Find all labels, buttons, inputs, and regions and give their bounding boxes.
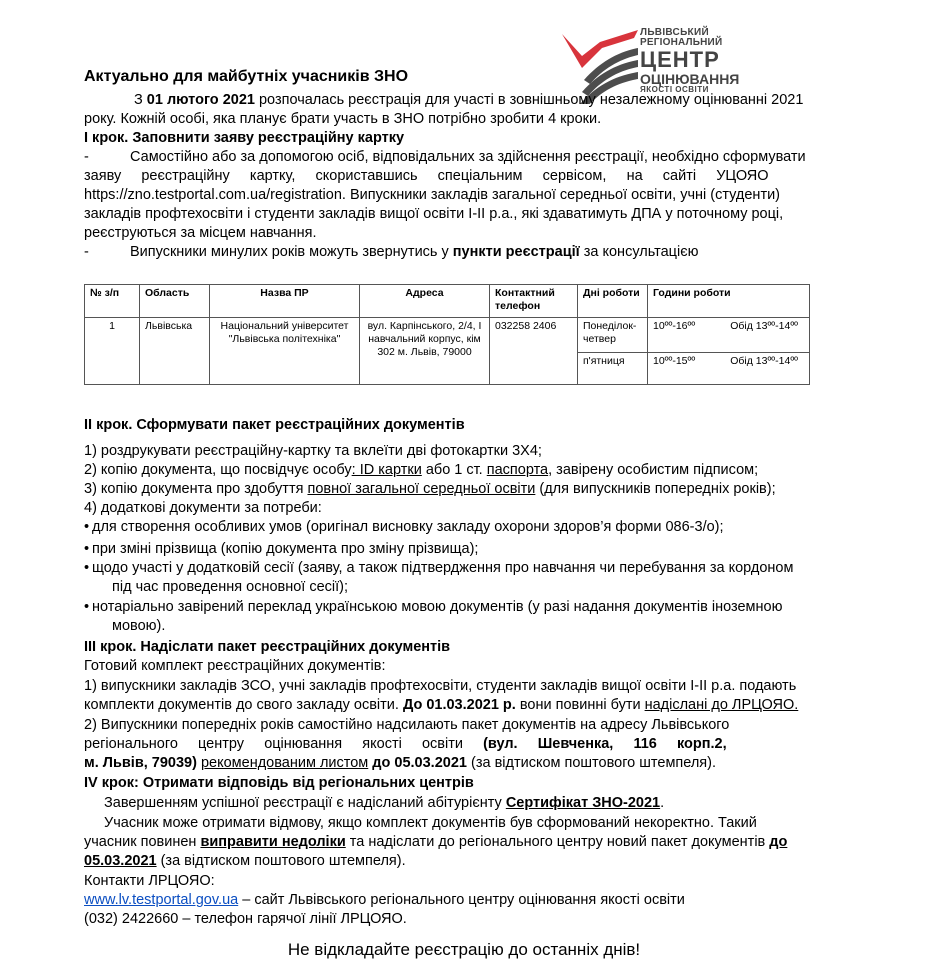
intro-text-a: З: [134, 92, 147, 108]
hours-2: 10ºº-15ºº: [653, 355, 696, 367]
cell-num: 1: [85, 318, 140, 385]
step1-line-1: [84, 148, 809, 167]
text: Учасник може отримати відмову, якщо комплект документів був сформований некоректно. Такий: [104, 815, 757, 831]
bullet-item-4-cont: мовою).: [112, 618, 166, 634]
cell-hours-1: [648, 318, 810, 353]
text: щодо участі у додатковій сесії (заяву, а також підтвердження про навчання чи перебування за кордоном: [92, 560, 794, 576]
text: або 1 ст.: [421, 462, 487, 478]
step4-heading: IV крок: Отримати відповідь від регіональних центрів: [84, 775, 474, 791]
address-bold-2: м. Львів, 79039): [84, 755, 197, 771]
text: (за відтиском поштового штемпеля).: [466, 755, 717, 771]
break-1: Обід 13ºº-14ºº: [730, 320, 798, 332]
until-text: до: [769, 834, 788, 850]
step1-heading: І крок. Заповнити заяву реєстраційну картку: [84, 130, 405, 146]
table-header: № з/п: [85, 285, 140, 318]
site-link[interactable]: www.lv.testportal.gov.ua: [84, 892, 239, 908]
bullet-item-3: [84, 559, 809, 578]
table-header: Область: [140, 285, 210, 318]
contacts-site: [84, 891, 809, 910]
step1-text-p2a: Випускники минулих років можуть звернутись у: [130, 244, 453, 260]
step1-line-5: реєструються за місцем навчання.: [84, 225, 317, 241]
step3-p2-line-3: [84, 754, 809, 773]
address-bold: (вул. Шевченка, 116 корп.2,: [483, 736, 727, 752]
text: – сайт Львівського регіонального центру оцінювання якості освіти: [238, 892, 685, 908]
registered-mail: рекомендованим листом: [200, 755, 369, 771]
step2-item-2: [84, 461, 809, 480]
bullet-icon: •: [84, 541, 90, 557]
cell-day-1: Понеділок-четвер: [578, 318, 648, 353]
step4-p2-line-2: [84, 833, 809, 852]
registration-points-table: [84, 284, 810, 385]
bullet-item-1: [84, 518, 809, 537]
logo-line-1: ЛЬВІВСЬКИЙ: [640, 27, 709, 38]
table-header: Адреса: [360, 285, 490, 318]
text: .: [660, 795, 665, 811]
text: та надіслати до регіонального центру новий пакет документів: [345, 834, 770, 850]
step4-p2-line-1: [84, 814, 809, 833]
bullet-icon: •: [84, 599, 90, 615]
text: учасник повинен: [84, 834, 201, 850]
logo-line-3: ЦЕНТР: [640, 47, 720, 72]
cell-region: Львівська: [140, 318, 210, 385]
dash-marker: -: [84, 244, 89, 260]
text: 2) копію документа, що посвідчує особу: [84, 462, 352, 478]
passport-text: паспорта: [486, 462, 549, 478]
intro-text-c: розпочалась реєстрація для участі в зовнішньому незалежному оцінюванні 2021: [254, 92, 804, 108]
step1-text-p2c: за консультацією: [579, 244, 699, 260]
step1-line-4: закладів профтехосвіти і студенти закладів вищої освіти І-ІІ р.а., які здаватимуть ДПА у поточному році,: [84, 206, 784, 222]
table-header: Дні роботи: [578, 285, 648, 318]
cell-phone: 032258 2406: [490, 318, 578, 385]
footer-slogan: Не відкладайте реєстрацію до останніх днів!: [287, 940, 641, 959]
table-header: Назва ПР: [210, 285, 360, 318]
step4-p1: [84, 794, 809, 813]
cell-day-2: п'ятниця: [578, 353, 648, 385]
registration-points: пункти реєстрації: [452, 244, 580, 260]
step2-item-4: 4) додаткові документи за потреби:: [84, 500, 322, 516]
logo-text: [640, 28, 739, 94]
cell-address: вул. Карпінського, 2/4, І навчальний корпус, кім 302 м. Львів, 79000: [360, 318, 490, 385]
logo-line-4: ОЦІНЮВАННЯ: [640, 71, 740, 87]
bullet-icon: •: [84, 560, 90, 576]
contacts-heading: Контакти ЛРЦОЯО:: [84, 873, 215, 889]
sent-text: надіслані до ЛРЦОЯО.: [644, 697, 799, 713]
step3-p1-line-1: 1) випускники закладів ЗСО, учні закладів профтехосвіти, студенти закладів вищої освіти І-ІІ р.а. подають: [84, 678, 797, 694]
cell-name: Національний університет "Львівська політехніка": [210, 318, 360, 385]
logo-line-5: ЯКОСТІ ОСВІТИ: [640, 85, 709, 94]
fix-shortcomings: виправити недоліки: [200, 834, 346, 850]
text: (для випускників попередніх років);: [535, 481, 776, 497]
bullet-item-4: [84, 598, 809, 617]
text: нотаріально завірений переклад українською мовою документів (у разі надання документів іноземною: [92, 599, 783, 615]
step3-p2-line-2: [84, 735, 809, 754]
education-text: повної загальної середньої освіти: [307, 481, 536, 497]
text: комплекти документів до свого закладу освіти.: [84, 697, 403, 713]
step2-item-1: 1) роздрукувати реєстраційну-картку та вклеїти дві фотокартки 3Х4;: [84, 443, 542, 459]
bullet-icon: •: [84, 519, 90, 535]
step3-intro: Готовий комплект реєстраційних документів:: [84, 658, 386, 674]
text: (за відтиском поштового штемпеля).: [156, 853, 406, 869]
intro-line-1: [84, 91, 809, 110]
text: 3) копію документа про здобуття: [84, 481, 308, 497]
intro-date: 01 лютого 2021: [146, 92, 255, 108]
table-header-row: [85, 285, 810, 318]
bullet-item-2: [84, 540, 809, 559]
step2-item-3: [84, 480, 809, 499]
step4-p2-line-3: [84, 852, 809, 871]
hours-1: 10ºº-16ºº: [653, 320, 696, 332]
id-card-text: : ID картки: [351, 462, 422, 478]
deadline-date: До 01.03.2021 р.: [402, 697, 516, 713]
text: при зміні прізвища (копію документа про зміну прізвища);: [92, 541, 479, 557]
bullet-item-3-cont: під час проведення основної сесії);: [112, 579, 349, 595]
step1-line-3: https://zno.testportal.com.ua/registration. Випускники закладів загальної середньої освіти, учні (студенти): [84, 187, 781, 203]
intro-line-2: року. Кожній особі, яка планує брати участь в ЗНО потрібно зробити 4 кроки.: [84, 111, 602, 127]
table-header: Контактний телефон: [490, 285, 578, 318]
step3-heading: ІІІ крок. Надіслати пакет реєстраційних документів: [84, 639, 451, 655]
step1-line-2: заяву реєстраційну картку, скориставшись спеціальним сервісом, на сайті УЦОЯО: [84, 168, 769, 184]
certificate-text: Сертифікат ЗНО-2021: [505, 795, 661, 811]
table-header: Години роботи: [648, 285, 810, 318]
text: Завершенням успішної реєстрації є надісланий абітурієнту: [104, 795, 506, 811]
deadline-date-2: до 05.03.2021: [372, 755, 467, 771]
table-row: [85, 318, 810, 353]
cell-hours-2: [648, 353, 810, 385]
step3-p1-line-2: [84, 696, 809, 715]
step1-line-6: [84, 243, 809, 262]
dash-marker: -: [84, 149, 89, 165]
page-title: Актуально для майбутніх учасників ЗНО: [84, 68, 409, 85]
text: вони повинні бути: [515, 697, 645, 713]
deadline-date-3: 05.03.2021: [84, 853, 157, 869]
step1-text-a: Самостійно або за допомогою осіб, відповідальних за здійснення реєстрації, необхідно сформувати: [130, 149, 806, 165]
text: регіонального центру оцінювання якості освіти: [84, 736, 484, 752]
step2-heading: ІІ крок. Сформувати пакет реєстраційних документів: [84, 417, 465, 433]
text: для створення особливих умов (оригінал висновку закладу охорони здоров’я форми 086-3/о);: [92, 519, 724, 535]
step3-p2-line-1: 2) Випускники попередніх років самостійно надсилають пакет документів на адресу Львівського: [84, 717, 730, 733]
contacts-phone: (032) 2422660 – телефон гарячої лінії ЛРЦОЯО.: [84, 911, 407, 927]
text: , завірену особистим підписом;: [548, 462, 759, 478]
break-2: Обід 13ºº-14ºº: [730, 355, 798, 367]
logo-line-2: РЕГІОНАЛЬНИЙ: [640, 37, 723, 48]
